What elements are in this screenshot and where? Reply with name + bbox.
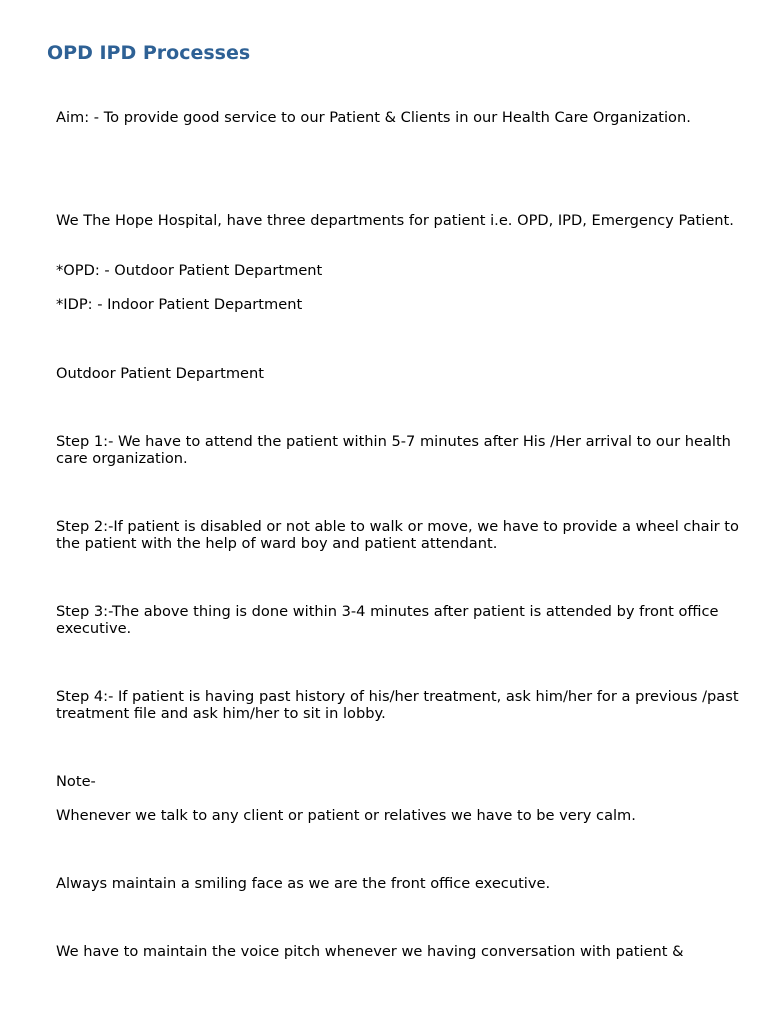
step-2-paragraph: Step 2:-If patient is disabled or not able to walk or move, we have to provide a wheel chair to the patient with the help of ward boy and patient attendant. [56, 518, 739, 552]
note-voice-paragraph: We have to maintain the voice pitch whenever we having conversation with patient & [56, 943, 684, 960]
idp-definition: *IDP: - Indoor Patient Department [56, 296, 303, 313]
section-heading-outdoor: Outdoor Patient Department [56, 365, 264, 382]
note-smile-paragraph: Always maintain a smiling face as we are the front office executive. [56, 875, 551, 892]
departments-paragraph: We The Hope Hospital, have three departments for patient i.e. OPD, IPD, Emergency Patient. [56, 212, 734, 229]
step-4-paragraph: Step 4:- If patient is having past history of his/her treatment, ask him/her for a previous /past treatment file and ask him/her to sit in lobby. [56, 688, 739, 722]
step-3-paragraph: Step 3:-The above thing is done within 3-4 minutes after patient is attended by front office executive. [56, 603, 719, 637]
opd-definition: *OPD: - Outdoor Patient Department [56, 262, 323, 279]
aim-paragraph: Aim: - To provide good service to our Patient & Clients in our Health Care Organization. [56, 109, 691, 126]
document-title: OPD IPD Processes [47, 42, 251, 64]
note-heading: Note- [56, 773, 96, 790]
step-1-paragraph: Step 1:- We have to attend the patient within 5-7 minutes after His /Her arrival to our health care organization. [56, 433, 731, 467]
note-calm-paragraph: Whenever we talk to any client or patient or relatives we have to be very calm. [56, 807, 636, 824]
